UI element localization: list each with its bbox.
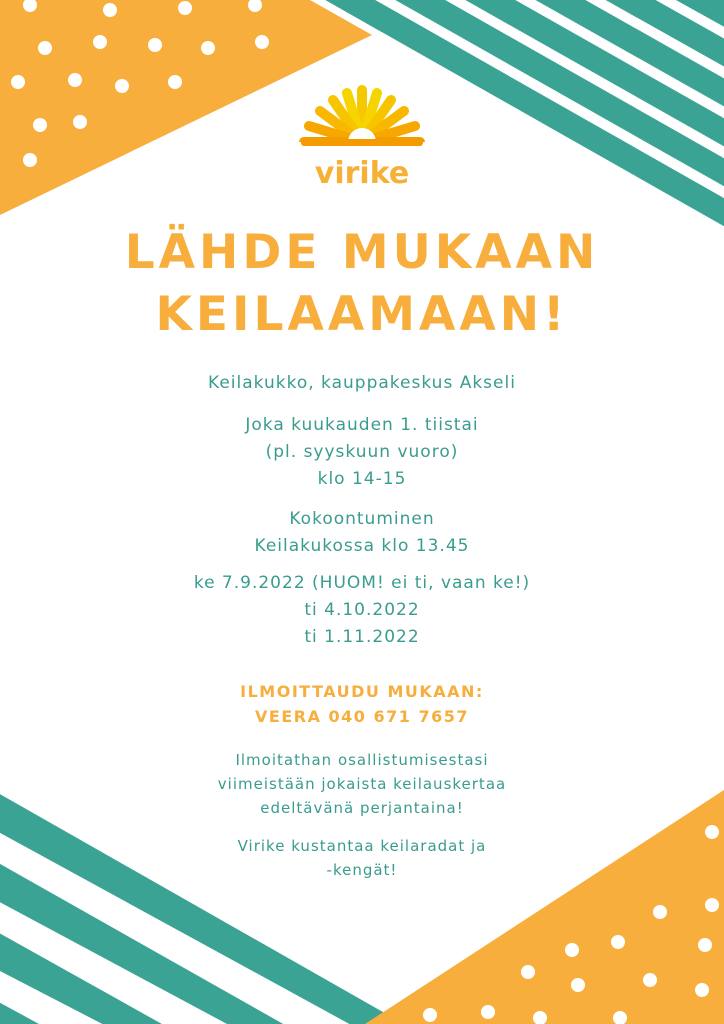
signup-line-1: ILMOITTAUDU MUKAAN: [240,682,484,701]
notice-line-3: edeltävänä perjantaina! [260,799,464,817]
date-item: ti 4.10.2022 [304,600,420,620]
schedule-line-2: (pl. syyskuun vuoro) [265,442,459,462]
schedule-line-3: klo 14-15 [317,469,407,489]
cost-line-1: Virike kustantaa keilaradat ja [237,837,487,855]
meeting-line-1: Kokoontuminen [289,509,435,529]
headline-line-1: LÄHDE MUKAAN [124,225,600,280]
schedule-line-1: Joka kuukauden 1. tiistai [245,415,479,435]
dates-block [0,570,724,651]
schedule-block [0,412,724,493]
bottom-right-orange-panel [365,790,724,1024]
cost-block [0,834,724,882]
notice-line-2: viimeistään jokaista keilauskertaa [217,775,507,793]
headline-line-2: KEILAAMAAN! [155,287,569,342]
date-item: ke 7.9.2022 (HUOM! ei ti, vaan ke!) [193,573,531,593]
date-item: ti 1.11.2022 [304,627,420,647]
meeting-block [0,506,724,560]
notice-block [0,748,724,820]
signup-block [0,679,724,729]
location-text [0,370,724,397]
signup-contact: VEERA 040 671 7657 [255,707,469,726]
location: Keilakukko, kauppakeskus Akseli [208,373,516,393]
cost-line-2: -kengät! [326,861,398,879]
logo-wordmark: virike [314,156,410,191]
meeting-line-2: Keilakukossa klo 13.45 [254,536,470,556]
notice-line-1: Ilmoitathan osallistumisestasi [235,751,489,769]
headline [0,222,724,346]
